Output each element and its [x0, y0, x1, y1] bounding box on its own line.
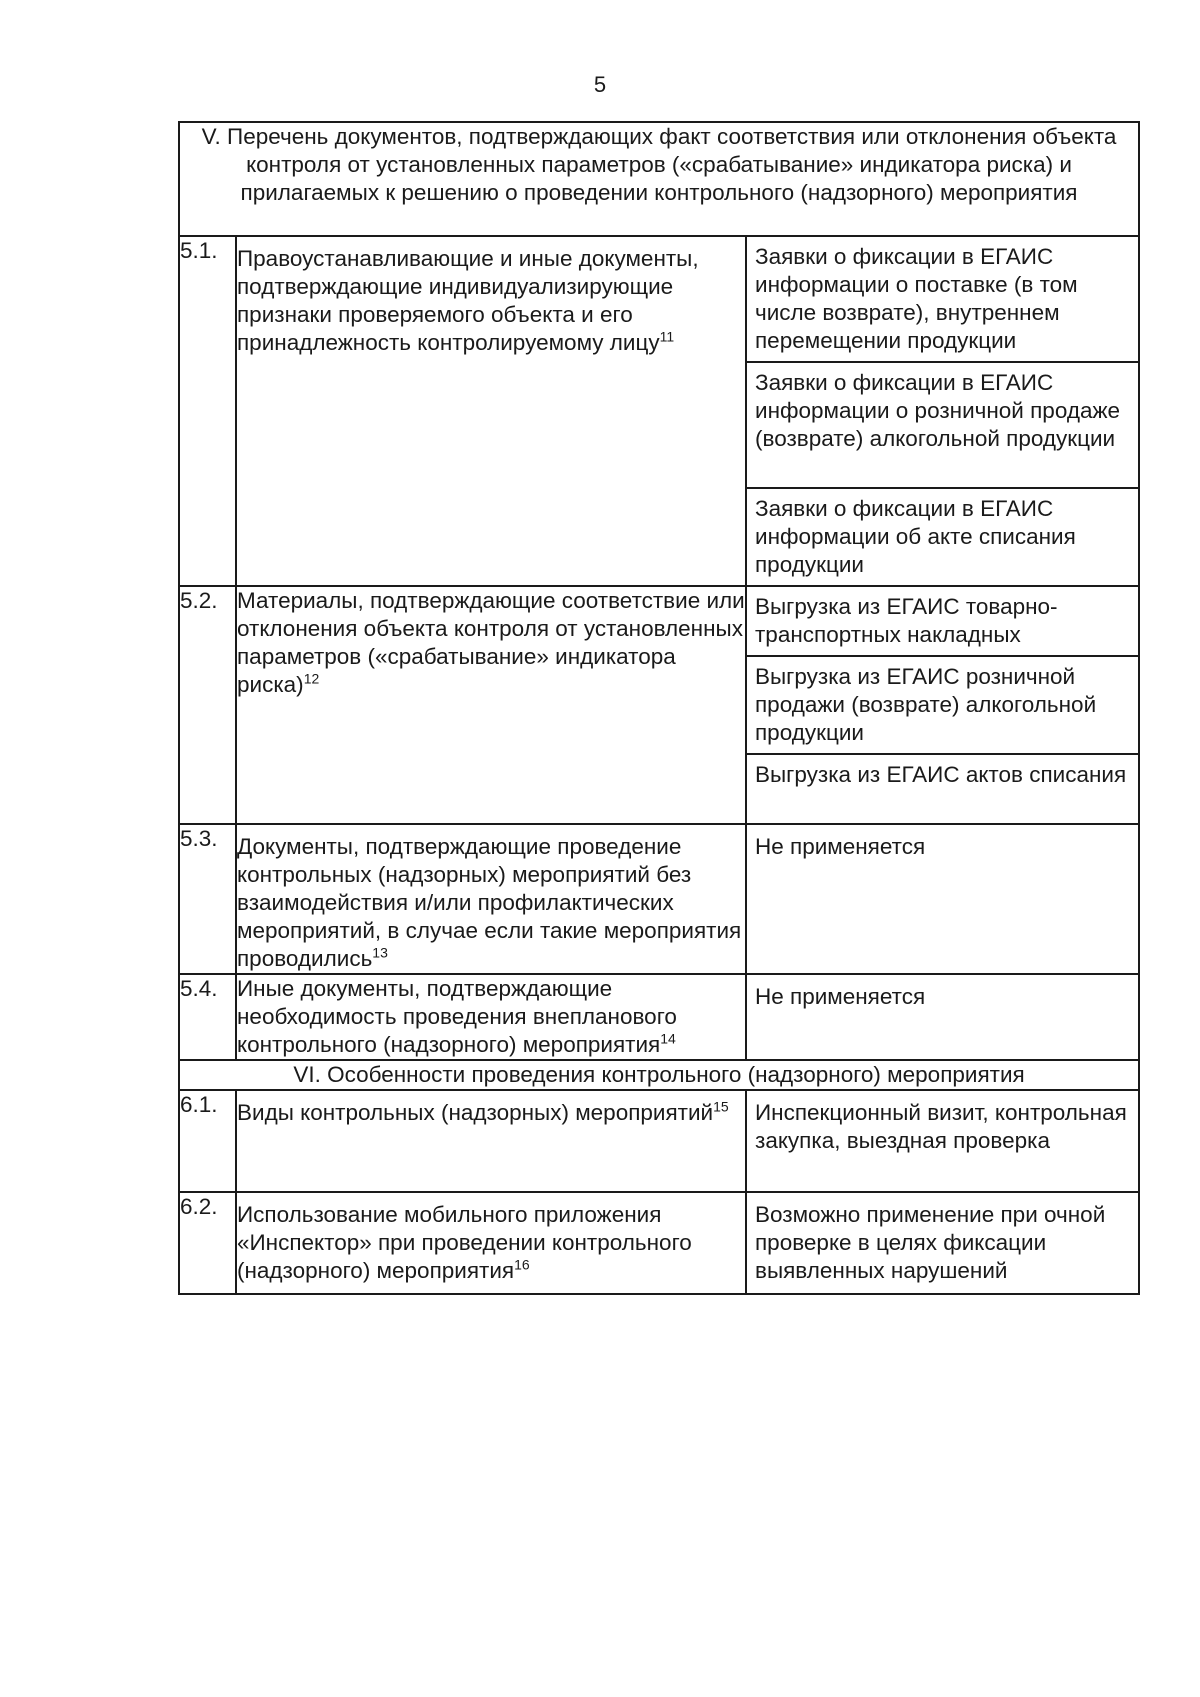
row-number: 5.4. — [179, 974, 236, 1060]
section-6-heading-row — [179, 1060, 1139, 1090]
row-number: 5.2. — [179, 586, 236, 824]
row-value-item: Выгрузка из ЕГАИС розничной продажи (возврате) алкогольной продукции — [747, 657, 1138, 755]
section-5-heading: V. Перечень документов, подтверждающих факт соответствия или отклонения объекта контроля от установленных параметров («срабатывание» индикатора риска) и прилагаемых к решению о проведении контрольного (надзорного) мероприятия — [179, 122, 1139, 236]
footnote-ref: 12 — [303, 670, 320, 687]
row-description-text: Документы, подтверждающие проведение контрольных (надзорных) мероприятий без взаимодействия и/или профилактических мероприятий, в случае если такие мероприятия проводились — [237, 834, 742, 971]
page-number: 5 — [593, 72, 607, 97]
table-row — [179, 974, 1139, 1060]
row-values — [746, 1192, 1139, 1294]
row-description-text: Правоустанавливающие и иные документы, подтверждающие индивидуализирующие признаки проверяемого объекта и его принадлежность контролируемому лицу — [237, 246, 699, 355]
row-number: 5.3. — [179, 824, 236, 974]
row-description-text: Иные документы, подтверждающие необходимость проведения внепланового контрольного (надзорного) мероприятия — [237, 976, 677, 1057]
section-5-heading-row — [179, 122, 1139, 236]
row-values — [746, 236, 1139, 586]
row-values — [746, 586, 1139, 824]
row-values — [746, 824, 1139, 974]
row-values — [746, 974, 1139, 1060]
row-value-item: Инспекционный визит, контрольная закупка, выездная проверка — [755, 1100, 1127, 1153]
section-6-heading: VI. Особенности проведения контрольного (надзорного) мероприятия — [179, 1060, 1139, 1090]
row-value-item: Заявки о фиксации в ЕГАИС информации о розничной продаже (возврате) алкогольной продукции — [747, 363, 1138, 489]
row-value-item: Заявки о фиксации в ЕГАИС информации об акте списания продукции — [755, 496, 1076, 577]
row-value-item: Заявки о фиксации в ЕГАИС информации о поставке (в том числе возврате), внутреннем перемещении продукции — [747, 237, 1138, 363]
row-description — [236, 824, 746, 974]
table-row — [179, 1192, 1139, 1294]
row-number: 5.1. — [179, 236, 236, 586]
table-row — [179, 1090, 1139, 1192]
row-description — [236, 236, 746, 586]
footnote-ref: 16 — [514, 1256, 530, 1273]
row-value-item: Не применяется — [755, 984, 926, 1009]
footnote-ref: 13 — [372, 944, 388, 961]
row-description — [236, 1192, 746, 1294]
row-description-text: Материалы, подтверждающие соответствие или отклонения объекта контроля от установленных параметров («срабатывание» индикатора риска) — [237, 588, 745, 697]
row-value-item: Возможно применение при очной проверке в целях фиксации выявленных нарушений — [755, 1202, 1106, 1283]
footnote-ref: 11 — [659, 328, 675, 345]
row-value-item: Выгрузка из ЕГАИС товарно-транспортных накладных — [747, 587, 1138, 657]
row-number: 6.1. — [179, 1090, 236, 1192]
document-table — [178, 121, 1140, 1295]
row-description — [236, 974, 746, 1060]
row-description-text: Использование мобильного приложения «Инспектор» при проведении контрольного (надзорного) мероприятия — [237, 1202, 692, 1283]
table-row — [179, 586, 1139, 824]
table-row — [179, 824, 1139, 974]
row-description-text: Виды контрольных (надзорных) мероприятий — [237, 1100, 714, 1125]
row-description — [236, 1090, 746, 1192]
row-description — [236, 586, 746, 824]
footnote-ref: 15 — [713, 1098, 729, 1115]
row-value-item: Выгрузка из ЕГАИС актов списания — [755, 762, 1127, 787]
row-value-item: Не применяется — [755, 834, 926, 859]
row-number: 6.2. — [179, 1192, 236, 1294]
footnote-ref: 14 — [660, 1030, 676, 1047]
table-row — [179, 236, 1139, 586]
row-values — [746, 1090, 1139, 1192]
